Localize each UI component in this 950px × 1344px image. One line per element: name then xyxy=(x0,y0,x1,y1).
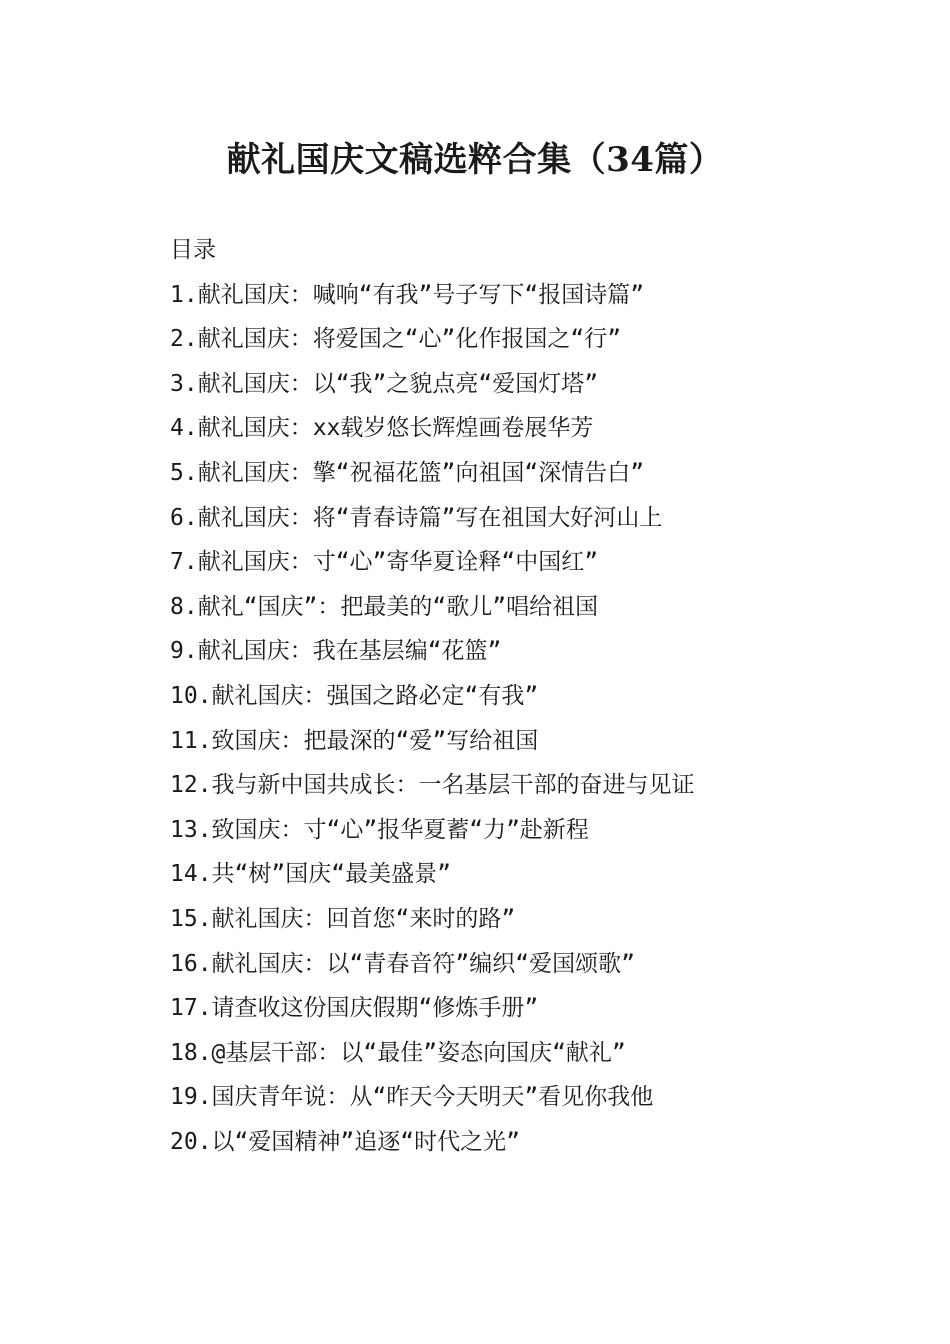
toc-item-17: 17.请查收这份国庆假期“修炼手册” xyxy=(170,995,539,1022)
toc-item-16: 16.献礼国庆：以“青春音符”编织“爱国颂歌” xyxy=(170,950,635,977)
document-title: 献礼国庆文稿选粹合集（34篇） xyxy=(226,140,724,180)
toc-item-1: 1.献礼国庆：喊响“有我”号子写下“报国诗篇” xyxy=(170,281,645,308)
toc-item-4: 4.献礼国庆：xx载岁悠长辉煌画卷展华芳 xyxy=(170,415,594,442)
toc-item-15: 15.献礼国庆：回首您“来时的路” xyxy=(170,905,516,932)
toc-item-3: 3.献礼国庆：以“我”之貌点亮“爱国灯塔” xyxy=(170,370,599,397)
toc-item-11: 11.致国庆：把最深的“爱”写给祖国 xyxy=(170,727,539,754)
toc-item-19: 19.国庆青年说：从“昨天今天明天”看见你我他 xyxy=(170,1084,654,1111)
toc-list xyxy=(170,273,890,1165)
toc-item-7: 7.献礼国庆：寸“心”寄华夏诠释“中国红” xyxy=(170,549,599,576)
toc-item-9: 9.献礼国庆：我在基层编“花篮” xyxy=(170,638,502,665)
toc-item-12: 12.我与新中国共成长：一名基层干部的奋进与见证 xyxy=(170,772,695,799)
toc-item-20: 20.以“爱国精神”追逐“时代之光” xyxy=(170,1128,520,1155)
toc-item-6: 6.献礼国庆：将“青春诗篇”写在祖国大好河山上 xyxy=(170,504,663,531)
toc-item-18: 18.@基层干部：以“最佳”姿态向国庆“献礼” xyxy=(170,1039,626,1066)
toc-item-14: 14.共“树”国庆“最美盛景” xyxy=(170,861,451,888)
toc-item-13: 13.致国庆：寸“心”报华夏蓄“力”赴新程 xyxy=(170,816,589,843)
table-of-contents xyxy=(170,228,890,1164)
toc-heading: 目录 xyxy=(170,237,216,263)
toc-item-2: 2.献礼国庆：将爱国之“心”化作报国之“行” xyxy=(170,326,622,353)
toc-item-10: 10.献礼国庆：强国之路必定“有我” xyxy=(170,682,539,709)
toc-item-8: 8.献礼“国庆”：把最美的“歌儿”唱给祖国 xyxy=(170,593,599,620)
toc-item-5: 5.献礼国庆：擎“祝福花篮”向祖国“深情告白” xyxy=(170,459,645,486)
